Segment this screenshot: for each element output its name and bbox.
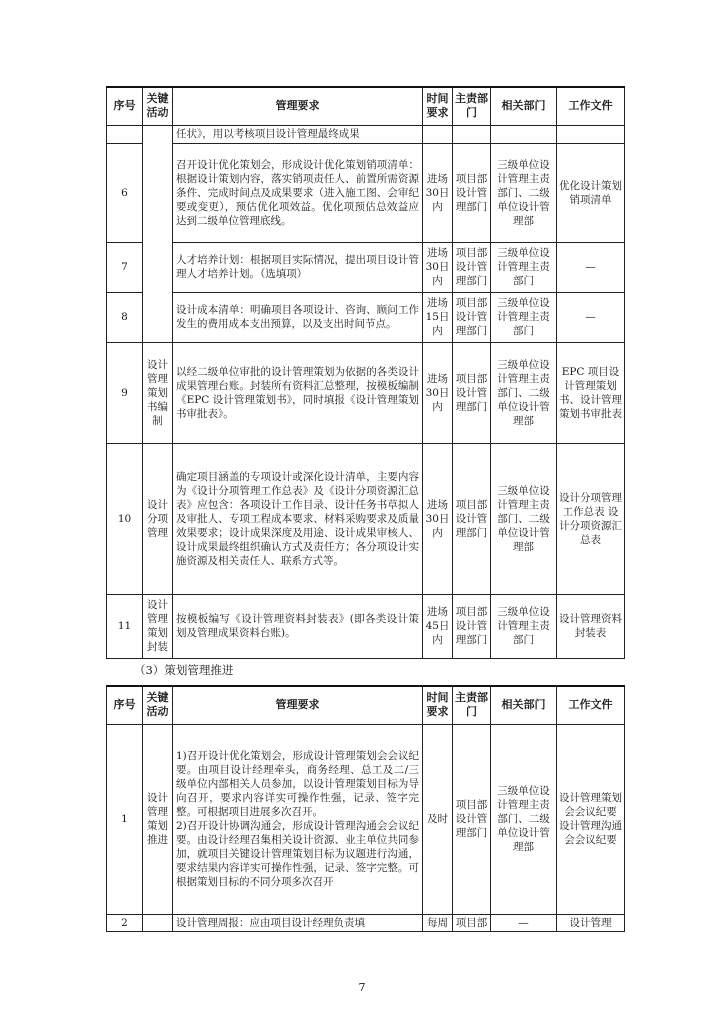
table-row [107, 292, 625, 342]
header-docs: 工作文件 [557, 686, 625, 724]
table-row [107, 724, 625, 914]
cell-related: 三级单位设计管理主责部门、二级单位设计管理部 [491, 724, 557, 914]
header-related: 相关部门 [491, 686, 557, 724]
header-owner: 主责部门 [453, 686, 491, 724]
table-row [107, 125, 625, 143]
cell-owner: 项目部设计管理部门 [453, 143, 491, 242]
cell-related: 三级单位设计管理主责部门、二级单位设计管理部 [491, 443, 557, 594]
cell-docs: — [557, 242, 625, 292]
page-number: 7 [358, 981, 366, 994]
table-row [107, 342, 625, 443]
cell-requirements: 确定项目涵盖的专项设计或深化设计清单，主要内容为《设计分项管理工作总表》及《设计分项资源汇总表》应包含：各项设计工作目录、设计任务书草拟人及审批人、专项工程成本要求、材料采购要求及质量效果要求；设计成果深度及用途、设计成果审核人、设计成果最终组织确认方式及责任方；各分项设计实施资源及相关责任人、联系方式等。 [173, 443, 423, 594]
cell-requirements: 设计成本清单：明确项目各项设计、咨询、顾问工作发生的费用成本支出预算，以及支出时间节点。 [173, 292, 423, 342]
cell-seq [107, 125, 143, 143]
cell-related: 三级单位设计管理主责部门、二级单位设计管理部 [491, 342, 557, 443]
header-related: 相关部门 [491, 87, 557, 125]
table-row [107, 594, 625, 658]
cell-related: 三级单位设计管理主责部门 [491, 594, 557, 658]
cell-owner: 项目部设计管理部门 [453, 443, 491, 594]
requirement-item-2: 2)召开设计协调沟通会，形成设计管理沟通会会议纪要。由设计经理召集相关设计资源、业主单位共同参加，就项目关键设计管理策划目标为议题进行沟通，要求结果内容详实可操作性强，记录、签字完整。可根据策划目标的不同分项多次召开 [176, 820, 419, 888]
cell-requirements [173, 724, 423, 914]
cell-activity [143, 914, 173, 931]
cell-activity [143, 125, 173, 342]
header-seq: 序号 [107, 87, 143, 125]
cell-related: 三级单位设计管理主责部门 [491, 292, 557, 342]
cell-docs: 设计管理策划会会议纪要 设计管理沟通会会议纪要 [557, 724, 625, 914]
header-activity: 关键活动 [143, 87, 173, 125]
cell-owner: 项目部设计管理部门 [453, 594, 491, 658]
section-title: （3）策划管理推进 [134, 663, 234, 677]
cell-time: 进场30日内 [423, 143, 453, 242]
table-header-row [107, 686, 625, 724]
planning-table-bottom [106, 685, 625, 932]
cell-owner: 项目部设计管理部门 [453, 724, 491, 914]
table-row [107, 914, 625, 931]
cell-activity: 设计分项管理 [143, 443, 173, 594]
table-header-row [107, 87, 625, 125]
requirement-item-1: 1)召开设计优化策划会，形成设计管理策划会会议纪要。由项目设计经理牵头，商务经理、总工及二/三级单位内部相关人员参加，以设计管理策划目标为导向召开，要求内容详实可操作性强，记录、签字完整。可根据项目进展多次召开。 [176, 750, 419, 818]
cell-activity: 设计管理策划推进 [143, 724, 173, 914]
cell-time: 进场45日内 [423, 594, 453, 658]
planning-table-top [106, 86, 625, 659]
cell-related: 三级单位设计管理主责部门、二级单位设计管理部 [491, 143, 557, 242]
header-activity: 关键活动 [143, 686, 173, 724]
cell-docs: EPC 项目设计管理策划书、设计管理策划书审批表 [557, 342, 625, 443]
cell-seq: 8 [107, 292, 143, 342]
cell-time: 进场30日内 [423, 242, 453, 292]
cell-seq: 1 [107, 724, 143, 914]
table-row [107, 242, 625, 292]
cell-time: 进场30日内 [423, 342, 453, 443]
cell-seq: 11 [107, 594, 143, 658]
cell-owner: 项目部设计管理部门 [453, 242, 491, 292]
cell-related: 三级单位设计管理主责部门 [491, 242, 557, 292]
cell-docs: 设计分项管理工作总表 设计分项资源汇总表 [557, 443, 625, 594]
header-requirements: 管理要求 [173, 87, 423, 125]
cell-requirements: 人才培养计划：根据项目实际情况，提出项目设计管理人才培养计划。（选填项） [173, 242, 423, 292]
header-docs: 工作文件 [557, 87, 625, 125]
header-requirements: 管理要求 [173, 686, 423, 724]
cell-requirements: 召开设计优化策划会，形成设计优化策划销项清单：根据设计策划内容，落实销项责任人、前置所需资源条件、完成时间点及成果要求（进入施工图、会审纪要或变更），预估优化项效益。优化项预估总效益应达到二级单位管理底线。 [173, 143, 423, 242]
cell-seq: 6 [107, 143, 143, 242]
cell-seq: 7 [107, 242, 143, 292]
header-time: 时间要求 [423, 87, 453, 125]
header-seq: 序号 [107, 686, 143, 724]
header-owner: 主责部门 [453, 87, 491, 125]
cell-related [491, 125, 557, 143]
cell-seq: 9 [107, 342, 143, 443]
cell-owner [453, 125, 491, 143]
cell-time: 每周 [423, 914, 453, 931]
cell-related: — [491, 914, 557, 931]
cell-owner: 项目部设计管理部门 [453, 342, 491, 443]
cell-requirements: 按模板编写《设计管理资料封装表》(即各类设计策划及管理成果资料台账)。 [173, 594, 423, 658]
cell-seq: 2 [107, 914, 143, 931]
cell-time: 进场30日内 [423, 443, 453, 594]
table-row [107, 443, 625, 594]
cell-time [423, 125, 453, 143]
cell-docs: — [557, 292, 625, 342]
cell-activity: 设计管理策划书编制 [143, 342, 173, 443]
cell-activity: 设计管理策划封装 [143, 594, 173, 658]
cell-docs [557, 125, 625, 143]
cell-owner: 项目部 [453, 914, 491, 931]
header-time: 时间要求 [423, 686, 453, 724]
cell-requirements: 设计管理周报：应由项目设计经理负责填 [173, 914, 423, 931]
cell-seq: 10 [107, 443, 143, 594]
cell-requirements: 任状》，用以考核项目设计管理最终成果 [173, 125, 423, 143]
cell-owner: 项目部设计管理部门 [453, 292, 491, 342]
cell-time: 进场15日内 [423, 292, 453, 342]
cell-docs: 优化设计策划销项清单 [557, 143, 625, 242]
cell-docs: 设计管理 [557, 914, 625, 931]
cell-docs: 设计管理资料封装表 [557, 594, 625, 658]
table-row [107, 143, 625, 242]
cell-time: 及时 [423, 724, 453, 914]
cell-requirements: 以经二级单位审批的设计管理策划为依据的各类设计成果管理台账。封装所有资料汇总整理，按模板编制《EPC 设计管理策划书》，同时填报《设计管理策划书审批表》。 [173, 342, 423, 443]
